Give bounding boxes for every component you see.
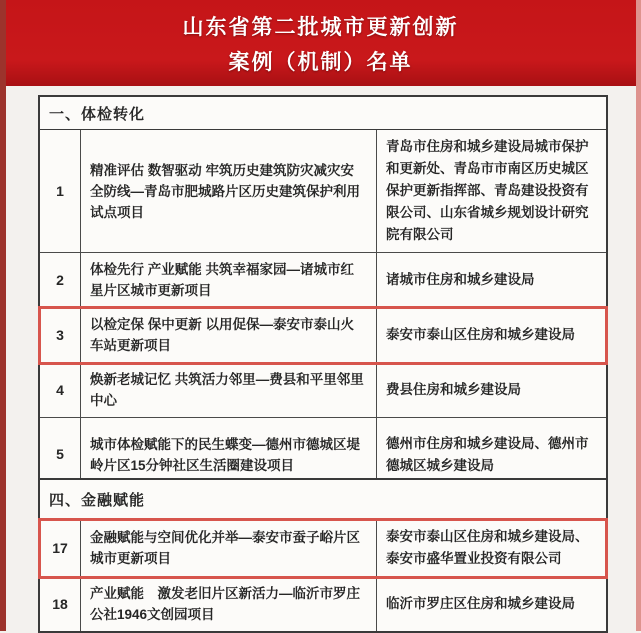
project-name: 以检定保 保中更新 以用促保—泰安市泰山火车站更新项目 xyxy=(80,308,377,362)
section-header: 一、体检转化 xyxy=(40,97,606,130)
row-number: 18 xyxy=(52,595,68,612)
banner-title-line2: 案例（机制）名单 xyxy=(228,50,413,74)
row-number: 2 xyxy=(56,271,64,288)
row-number: 3 xyxy=(56,326,64,343)
project-name: 焕新老城记忆 共筑活力邻里—费县和平里邻里中心 xyxy=(80,363,377,417)
banner-title-line1: 山东省第二批城市更新创新 xyxy=(182,15,459,39)
table-rows xyxy=(40,520,606,631)
project-name: 体检先行 产业赋能 共筑幸福家园—诸城市红星片区城市更新项目 xyxy=(80,253,377,307)
table-row xyxy=(40,253,606,308)
responsible-org: 泰安市泰山区住房和城乡建设局、泰安市盛华置业投资有限公司 xyxy=(386,529,589,566)
title-banner xyxy=(0,0,641,86)
project-name: 产业赋能 激发老旧片区新活力—临沂市罗庄公社1946文创园项目 xyxy=(80,577,377,631)
case-table xyxy=(38,95,608,493)
table-row xyxy=(40,363,606,418)
left-border-strip xyxy=(0,0,6,631)
responsible-org: 临沂市罗庄区住房和城乡建设局 xyxy=(386,596,575,611)
table-row xyxy=(40,130,606,253)
responsible-org: 诸城市住房和城乡建设局 xyxy=(386,272,535,287)
row-number: 5 xyxy=(56,446,64,462)
table-row xyxy=(40,577,606,631)
project-name: 精准评估 数智驱动 牢筑历史建筑防灾减灾安全防线—青岛市肥城路片区历史建筑保护利用试点项目 xyxy=(80,130,377,252)
table-row xyxy=(40,308,606,363)
table-row xyxy=(40,520,606,577)
responsible-org: 费县住房和城乡建设局 xyxy=(386,382,521,397)
responsible-org: 青岛市住房和城乡建设局城市保护和更新处、青岛市市南区历史城区保护更新指挥部、青岛建设投资有限公司、山东省城乡规划设计研究院有限公司 xyxy=(386,139,589,242)
responsible-org: 泰安市泰山区住房和城乡建设局 xyxy=(386,327,575,342)
table-rows xyxy=(40,130,606,491)
project-name: 城市体检赋能下的民生蝶变—德州市德城区堤岭片区15分钟社区生活圈建设项目 xyxy=(80,418,377,491)
section-header: 四、金融赋能 xyxy=(40,480,606,520)
row-number: 17 xyxy=(52,539,68,556)
row-number: 1 xyxy=(56,182,64,199)
responsible-org: 德州市住房和城乡建设局、德州市德城区城乡建设局 xyxy=(386,435,589,473)
project-name: 金融赋能与空间优化并举—泰安市蚕子峪片区城市更新项目 xyxy=(80,520,377,576)
right-border-strip xyxy=(636,0,641,631)
case-table xyxy=(38,478,608,633)
row-number: 4 xyxy=(56,381,64,398)
